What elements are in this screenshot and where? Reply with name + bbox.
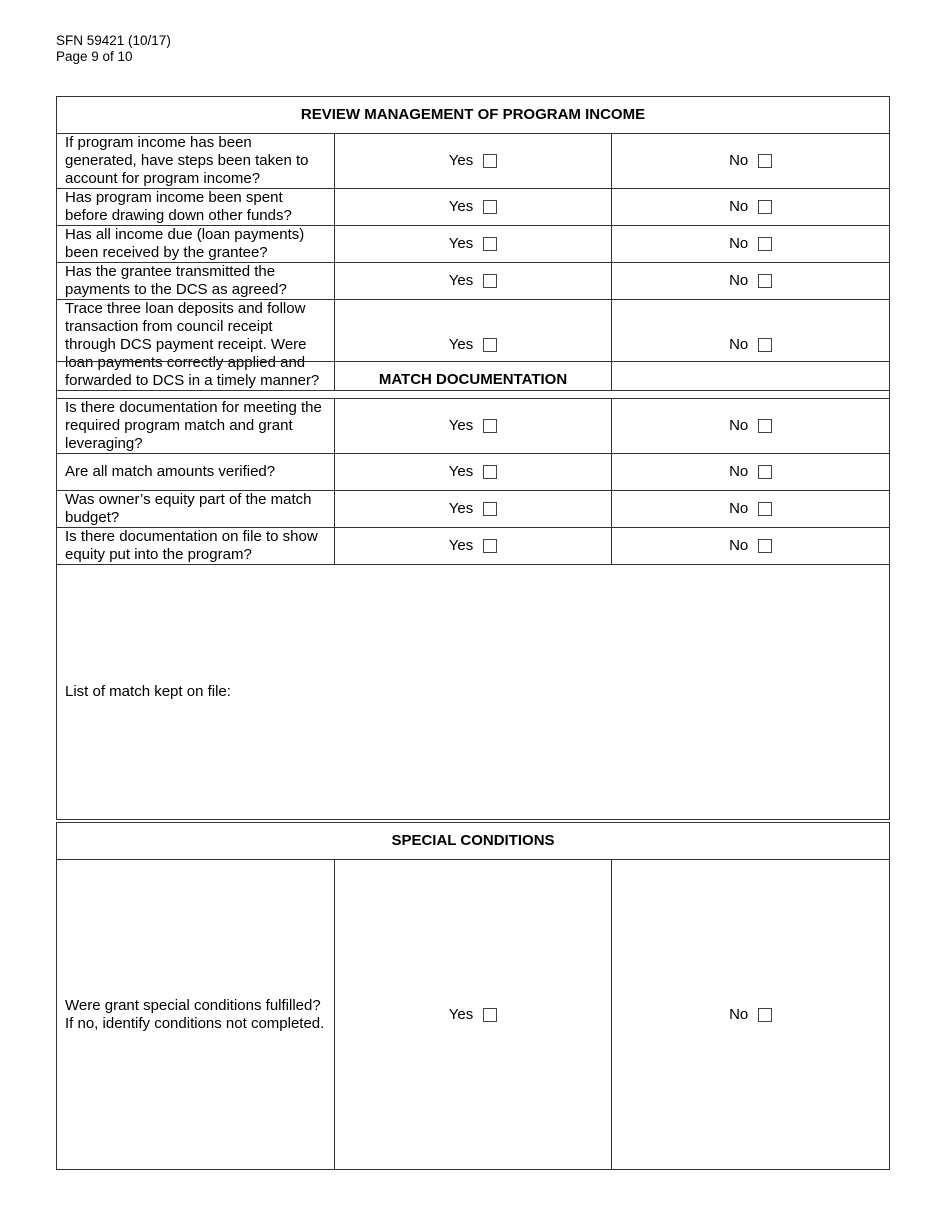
match-list-field[interactable] — [57, 565, 890, 820]
table-row — [57, 226, 890, 263]
no-option[interactable]: No — [729, 463, 772, 481]
yes-option[interactable]: Yes — [449, 152, 497, 170]
no-checkbox[interactable] — [758, 237, 772, 251]
yes-checkbox[interactable] — [483, 338, 497, 352]
section-title: SPECIAL CONDITIONS — [57, 823, 890, 860]
no-checkbox[interactable] — [758, 502, 772, 516]
table-row — [57, 528, 890, 565]
special-conditions-table — [56, 822, 890, 1170]
yes-checkbox[interactable] — [483, 154, 497, 168]
match-list-label: List of match kept on file: — [65, 683, 231, 700]
question-text: Trace three loan deposits and follow transaction from council receipt through DCS payment receipt. Were loan payments correctly applied and forwarded to DCS in a timely manner? — [57, 300, 335, 391]
yes-option[interactable]: Yes — [449, 500, 497, 518]
no-option[interactable]: No — [729, 500, 772, 518]
form-number: SFN 59421 (10/17) — [56, 33, 171, 48]
yes-option[interactable]: Yes — [449, 198, 497, 216]
yes-option[interactable]: Yes — [449, 537, 497, 555]
table-row — [57, 399, 890, 454]
question-text: If program income has been generated, have steps been taken to account for program income? — [57, 134, 335, 189]
no-option[interactable]: No — [729, 198, 772, 216]
yes-checkbox[interactable] — [483, 465, 497, 479]
table-row — [57, 491, 890, 528]
section-title: MATCH DOCUMENTATION — [57, 362, 890, 399]
no-option[interactable]: No — [729, 1006, 772, 1024]
no-option[interactable]: No — [729, 537, 772, 555]
question-text: Are all match amounts verified? — [57, 454, 335, 491]
no-checkbox[interactable] — [758, 465, 772, 479]
table-row — [57, 565, 890, 820]
yes-option[interactable]: Yes — [449, 463, 497, 481]
no-option[interactable]: No — [729, 417, 772, 435]
program-income-table — [56, 96, 890, 391]
yes-option[interactable]: Yes — [449, 272, 497, 290]
yes-checkbox[interactable] — [483, 502, 497, 516]
yes-option[interactable]: Yes — [449, 235, 497, 253]
no-option[interactable]: No — [729, 336, 772, 354]
section-title: REVIEW MANAGEMENT OF PROGRAM INCOME — [57, 97, 890, 134]
question-text[interactable]: Were grant special conditions fulfilled? If no, identify conditions not completed. — [57, 860, 335, 1170]
yes-option[interactable]: Yes — [449, 1006, 497, 1024]
no-checkbox[interactable] — [758, 419, 772, 433]
no-checkbox[interactable] — [758, 154, 772, 168]
yes-option[interactable]: Yes — [449, 336, 497, 354]
page-number: Page 9 of 10 — [56, 49, 133, 64]
no-checkbox[interactable] — [758, 274, 772, 288]
question-text: Was owner’s equity part of the match budget? — [57, 491, 335, 528]
form-header — [56, 33, 171, 65]
no-checkbox[interactable] — [758, 539, 772, 553]
no-option[interactable]: No — [729, 152, 772, 170]
question-text: Is there documentation for meeting the required program match and grant leveraging? — [57, 399, 335, 454]
yes-checkbox[interactable] — [483, 237, 497, 251]
question-text: Has the grantee transmitted the payments to the DCS as agreed? — [57, 263, 335, 300]
no-checkbox[interactable] — [758, 200, 772, 214]
no-option[interactable]: No — [729, 272, 772, 290]
match-documentation-table — [56, 361, 890, 820]
no-checkbox[interactable] — [758, 1008, 772, 1022]
question-text: Has all income due (loan payments) been received by the grantee? — [57, 226, 335, 263]
yes-checkbox[interactable] — [483, 1008, 497, 1022]
question-text: Is there documentation on file to show equity put into the program? — [57, 528, 335, 565]
yes-option[interactable]: Yes — [449, 417, 497, 435]
table-row — [57, 189, 890, 226]
table-row — [57, 134, 890, 189]
question-text: Has program income been spent before drawing down other funds? — [57, 189, 335, 226]
yes-checkbox[interactable] — [483, 419, 497, 433]
no-checkbox[interactable] — [758, 338, 772, 352]
table-row — [57, 263, 890, 300]
table-row — [57, 454, 890, 491]
yes-checkbox[interactable] — [483, 200, 497, 214]
no-option[interactable]: No — [729, 235, 772, 253]
yes-checkbox[interactable] — [483, 274, 497, 288]
yes-checkbox[interactable] — [483, 539, 497, 553]
table-row — [57, 860, 890, 1170]
